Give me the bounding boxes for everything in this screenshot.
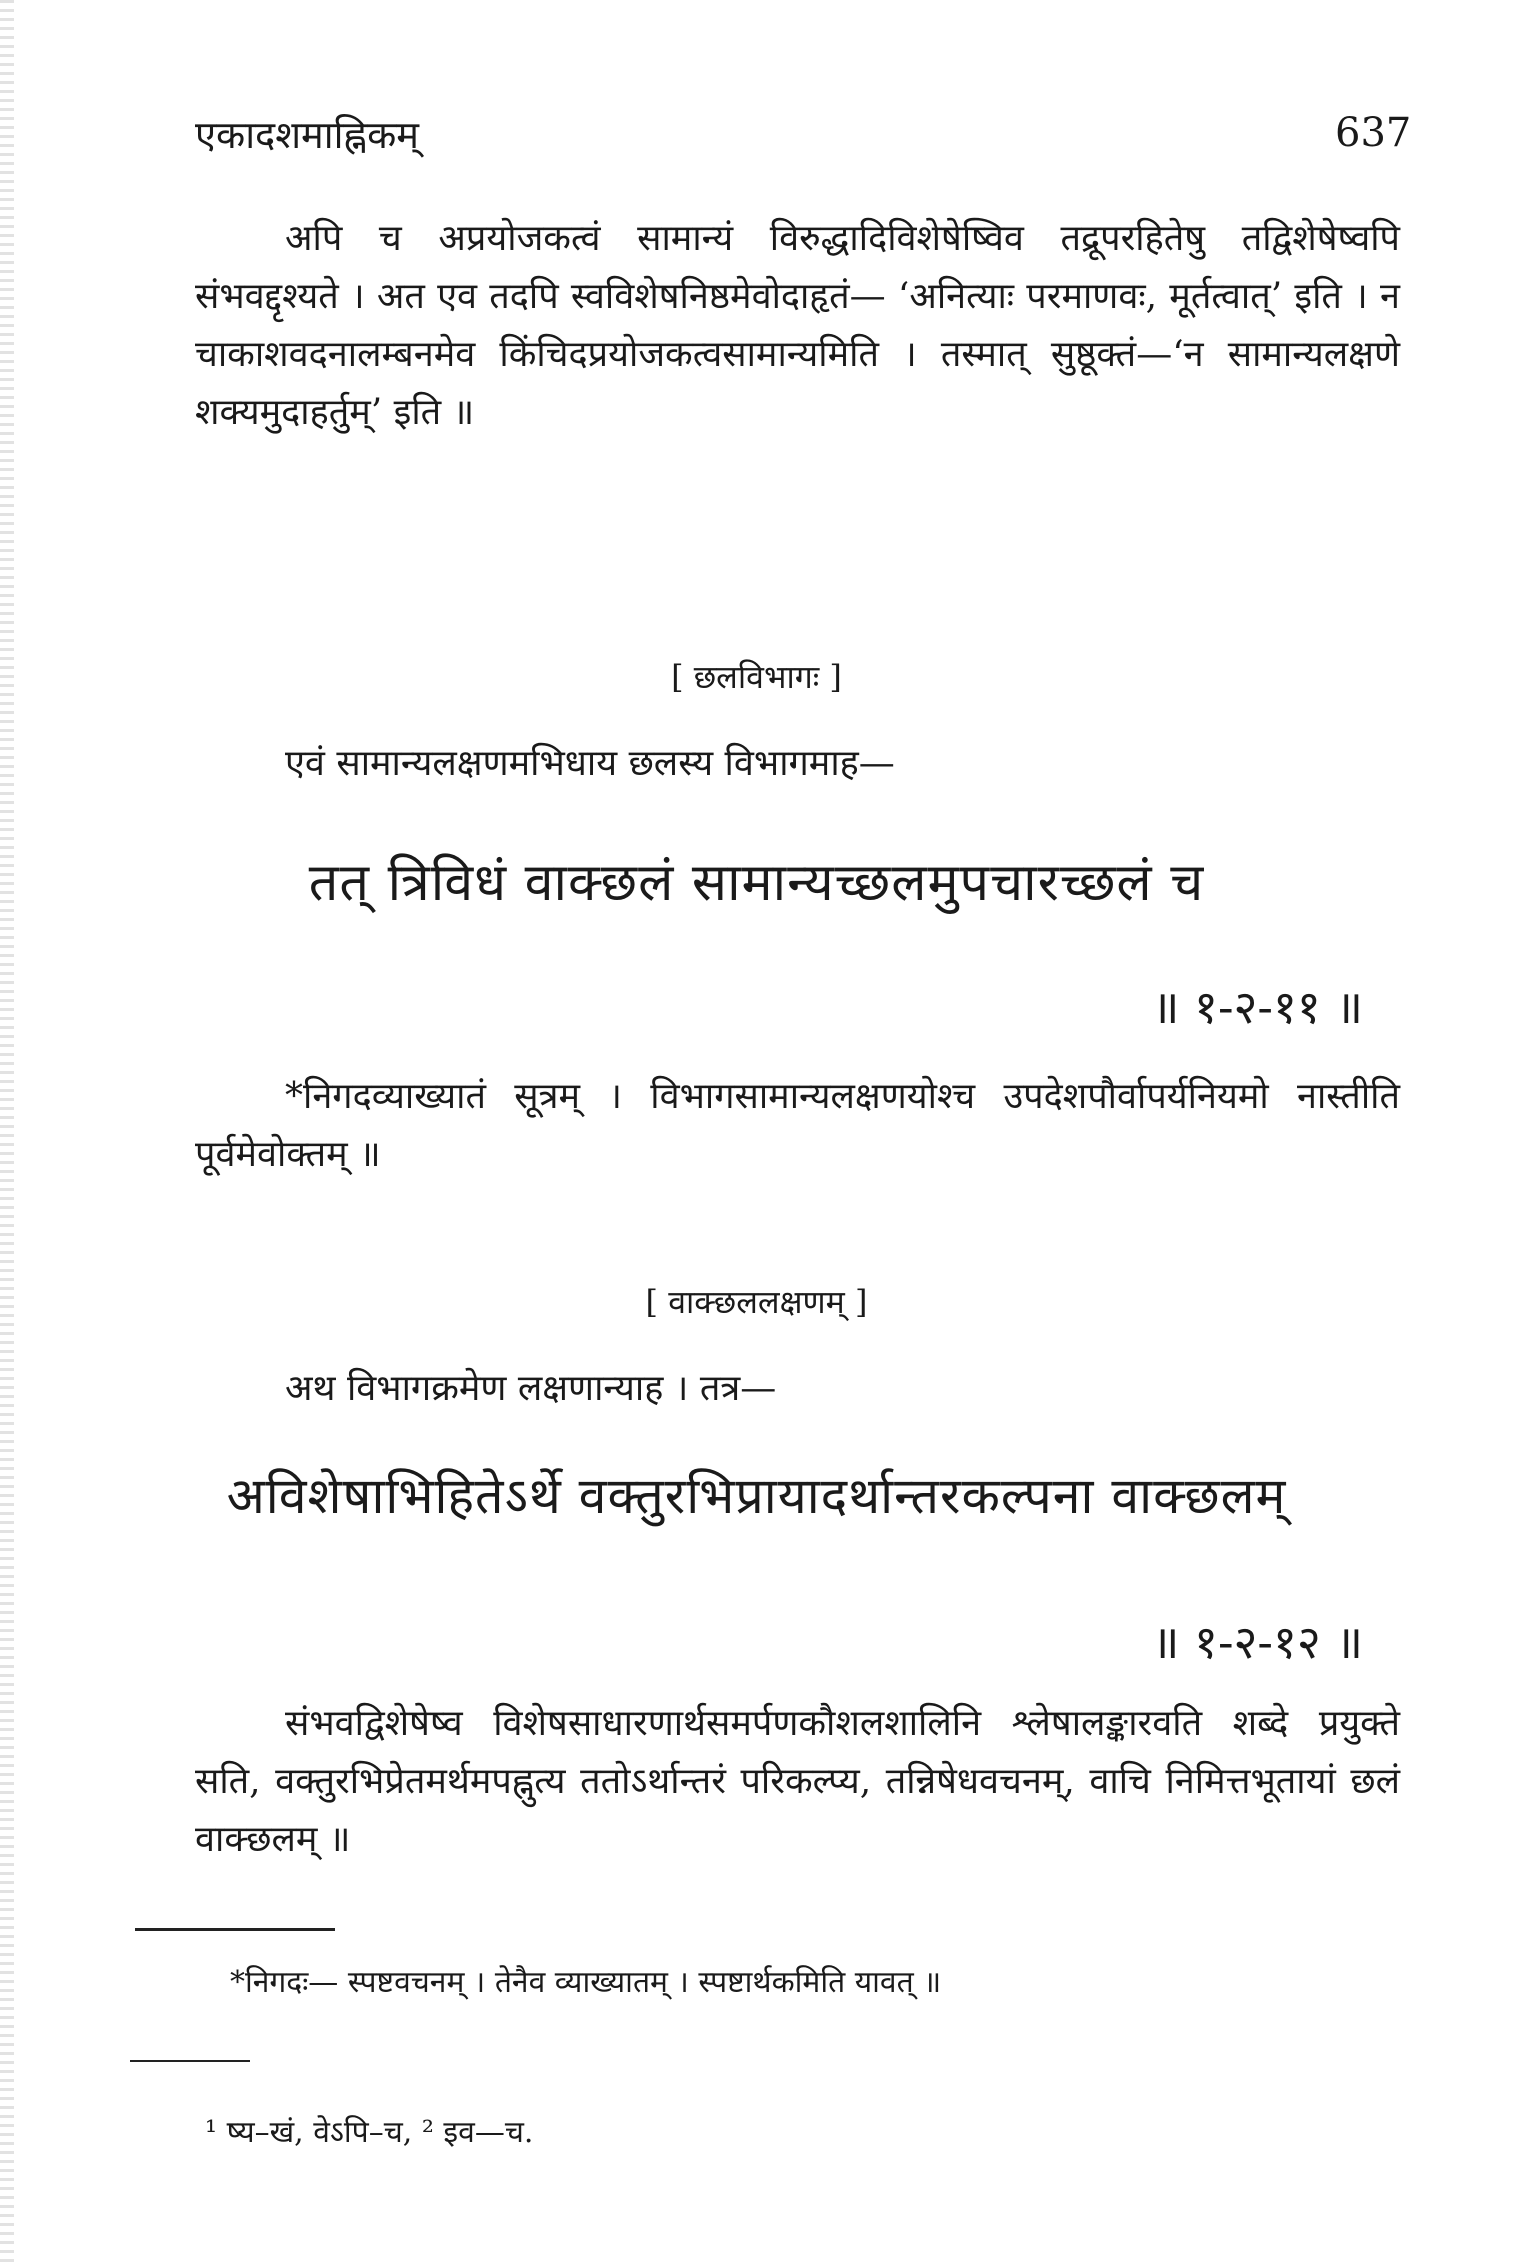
sutra-1-11: तत् त्रिविधं वाक्छलं सामान्यच्छलमुपचारच्छलं च — [308, 853, 1205, 913]
sutra-number-1-11: ॥ १-२-११ ॥ — [1151, 980, 1363, 1034]
variants-rule — [130, 2060, 250, 2062]
sutra-number-1-12: ॥ १-२-१२ ॥ — [1151, 1615, 1363, 1669]
footnote-variants: ¹ ष्य–खं, वेऽपि–च, ² इव—च. — [205, 2115, 534, 2150]
page-left-edge — [0, 0, 14, 2265]
intro-line-2: अथ विभागक्रमेण लक्षणान्याह । तत्र— — [285, 1368, 777, 1409]
section-heading-vak-chala: [ वाक्छललक्षणम् ] — [645, 1283, 868, 1321]
paragraph-3: संभवद्विशेषेष्व विशेषसाधारणार्थसमर्पणकौशलशालिनि श्लेषालङ्कारवति शब्दे प्रयुक्ते सति, वक्तुरभिप्रेतमर्थमपह्नुत्य ततोऽर्थान्तरं परिकल्प्य, तन्निषेधवचनम्, वाचि निमित्तभूतायां छलं वाक्छलम् ॥ — [195, 1703, 1400, 1860]
footnote-nigada: *निगदः— स्पष्टवचनम् । तेनैव व्याख्यातम् । स्पष्टार्थकमिति यावत् ॥ — [230, 1965, 942, 2000]
footnote-rule — [135, 1928, 335, 1931]
page-number: 637 — [1335, 110, 1412, 156]
section-heading-chala-vibhaga: [ छलविभागः ] — [671, 658, 842, 696]
paragraph-1: अपि च अप्रयोजकत्वं सामान्यं विरुद्धादिविशेषेष्विव तद्रूपरहितेषु तद्विशेषेष्वपि संभवद्दृश्यते । अत एव तदपि स्वविशेषनिष्ठमेवोदाहृतं— ‘अनित्याः परमाणवः, मूर्तत्वात्’ इति । न चाकाशवदनालम्बनमेव किंचिदप्रयोजकत्वसामान्यमिति । तस्मात् सुष्ठूक्तं—‘न सामान्यलक्षणे शक्यमुदाहर्तुम्’ इति ॥ — [195, 218, 1400, 433]
sutra-1-12: अविशेषाभिहितेऽर्थे वक्तुरभिप्रायादर्थान्तरकल्पना वाक्छलम् — [226, 1467, 1287, 1525]
paragraph-2: *निगदव्याख्यातं सूत्रम् । विभागसामान्यलक्षणयोश्च उपदेशपौर्वापर्यनियमो नास्तीति पूर्वमेवोक्तम् ॥ — [195, 1076, 1400, 1175]
running-title: एकादशमाह्निकम् — [195, 113, 420, 157]
intro-line-1: एवं सामान्यलक्षणमभिधाय छलस्य विभागमाह— — [285, 743, 895, 784]
